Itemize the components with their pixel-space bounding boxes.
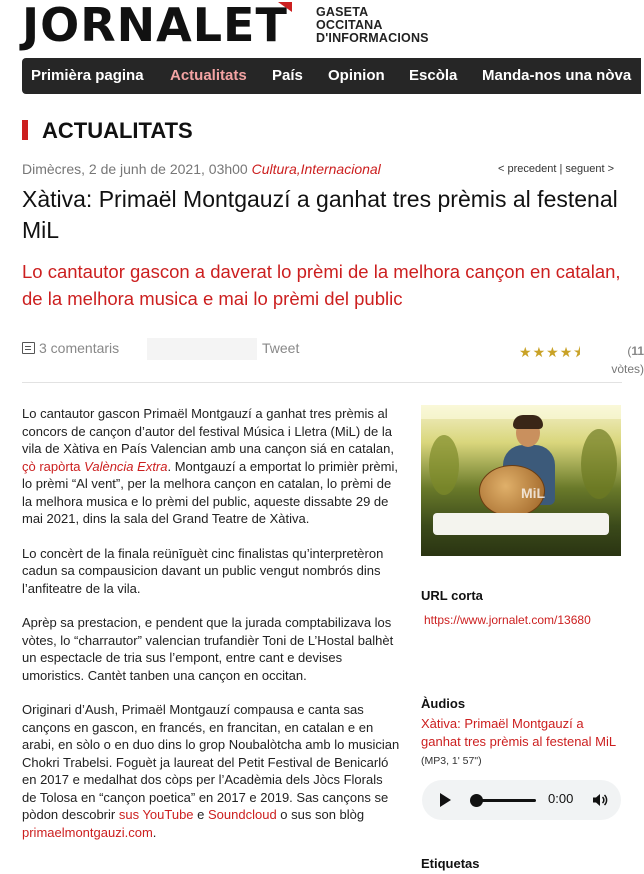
star-icon[interactable]: ★ bbox=[519, 344, 533, 360]
article-categories[interactable]: Cultura,Internacional bbox=[251, 161, 381, 177]
paragraph bbox=[22, 405, 400, 528]
nav-item-escola[interactable]: Escòla bbox=[409, 67, 458, 84]
blog-link[interactable]: primaelmontgauzi.com bbox=[22, 824, 153, 840]
votes-paren: ( bbox=[627, 344, 632, 358]
source-link[interactable] bbox=[22, 459, 168, 474]
soundcloud-link[interactable]: Soundcloud bbox=[208, 807, 277, 822]
star-icon[interactable]: ★ bbox=[546, 344, 560, 360]
site-logo[interactable]: JORNALET bbox=[22, 0, 288, 52]
audio-heading: Àudios bbox=[421, 696, 466, 711]
section-marker bbox=[22, 120, 28, 140]
link-text: çò rapòrta bbox=[22, 458, 85, 474]
paragraph-text: o sus son blòg bbox=[276, 807, 365, 822]
rating-stars[interactable] bbox=[519, 342, 582, 366]
main-nav bbox=[22, 58, 641, 94]
paragraph-text: e bbox=[193, 807, 209, 822]
tagline-line: GASETA bbox=[316, 5, 369, 19]
nav-item-manda-nos[interactable]: Manda-nos una nòva bbox=[482, 67, 632, 84]
tags-heading: Etiquetas bbox=[421, 856, 480, 871]
photo-foliage bbox=[429, 435, 459, 495]
player-time: 0:00 bbox=[548, 791, 574, 806]
photo-musician-hair bbox=[513, 415, 543, 429]
site-tagline bbox=[316, 6, 429, 45]
next-link[interactable]: seguent > bbox=[565, 163, 615, 175]
youtube-link[interactable]: sus YouTube bbox=[118, 807, 194, 822]
short-url-link[interactable]: https://www.jornalet.com/13680 bbox=[424, 613, 591, 627]
rating-votes bbox=[604, 342, 644, 378]
nav-item-primiera-pagina[interactable]: Primièra pagina bbox=[31, 67, 144, 84]
star-icon[interactable]: ★ bbox=[559, 344, 574, 360]
comments-link[interactable] bbox=[22, 340, 119, 356]
site-header bbox=[22, 2, 632, 54]
article-body bbox=[22, 405, 400, 858]
volume-icon[interactable] bbox=[592, 792, 608, 808]
paragraph-text: Originari d’Aush, Primaël Montgauzí compausa e canta sas cançons en gascon, en francés, en francitan, en catalan e en arabi, en sòlo o en duo dins lo grop Noubalòtcha amb lo musician Chokri Trabelsi. Foguèt ja laureat del Petit Festival de Benicarló en 2017 e medalhat dos còps per l’Acadèmia dels Jòcs Florals de Tolosa en “cançon poetica” en 2017 e 2019. Sas cançons se pòdon descobrir bbox=[22, 702, 400, 822]
seek-handle[interactable] bbox=[470, 794, 483, 807]
audio-item[interactable] bbox=[421, 715, 621, 770]
tagline-line: D'INFORMACIONS bbox=[316, 31, 429, 45]
logo-accent-mark bbox=[278, 2, 292, 12]
nav-item-opinion[interactable]: Opinion bbox=[328, 67, 385, 84]
nav-item-pais[interactable]: País bbox=[272, 67, 303, 84]
comments-count: 3 comentaris bbox=[39, 340, 120, 356]
play-icon[interactable] bbox=[440, 793, 451, 807]
star-icon[interactable]: ★ bbox=[532, 344, 547, 360]
paragraph-text: . bbox=[152, 824, 157, 840]
prev-link[interactable]: < precedent bbox=[498, 163, 557, 175]
tweet-button[interactable]: Tweet bbox=[262, 340, 300, 356]
paragraph bbox=[22, 701, 400, 841]
article-date: Dimècres, 2 de junh de 2021, 03h00 bbox=[22, 161, 248, 177]
comment-icon bbox=[22, 342, 35, 354]
pager-separator: | bbox=[559, 163, 563, 175]
audio-player bbox=[422, 780, 621, 820]
article-pager bbox=[498, 163, 614, 175]
paragraph: Aprèp sa prestacion, e pendent que la jurada comptabilizava los vòtes, lo “charrautor” valencian trufandièr Toni de L’Hostal balhèt un espectacle de tria sus l’empont, entre cant e devises umoristics. Cantèt tanben una cançon en occitan. bbox=[22, 615, 394, 683]
section-title: ACTUALITATS bbox=[42, 118, 193, 143]
link-text: València Extra bbox=[84, 458, 168, 474]
seek-track[interactable] bbox=[478, 799, 536, 802]
photo-foliage bbox=[581, 429, 617, 499]
votes-count: 11 bbox=[631, 344, 644, 358]
short-url-heading: URL corta bbox=[421, 588, 483, 603]
divider bbox=[22, 382, 622, 383]
paragraph: Lo concèrt de la finala reünīguèt cinc finalistas qu’interpretèron cadun sa compausicion davant un public vengut nombrós dins l’anfiteatre de la vila. bbox=[22, 545, 384, 596]
paragraph-text: . Montgauzí a emportat lo primièr prèmi, lo prèmi “Al vent”, per la melhora cançon en catalan, lo prèmi de la melhora musica e lo prèmi del public, aqueste dissabte 29 de mai 2021, dins la sala del Grand Teatre de Xàtiva. bbox=[22, 458, 398, 526]
half-star-icon[interactable]: ⯨ bbox=[573, 344, 582, 360]
votes-label: vòtes) bbox=[611, 362, 644, 376]
article-meta bbox=[22, 161, 381, 177]
article-subtitle: Lo cantautor gascon a daverat lo prèmi de la melhora cançon en catalan, de la melhora musica e mai lo prèmi del public bbox=[22, 261, 621, 309]
paragraph-text: Lo cantautor gascon Primaël Montgauzí a ganhat tres prèmis al concors de cançon d’autor del festival Música i Lletra (MiL) de la vila de Xàtiva en País Valencian amb una cançon siá en catalan, bbox=[22, 406, 394, 456]
audio-title[interactable]: Xàtiva: Primaël Montgauzí a ganhat tres prèmis al festenal MiL bbox=[421, 716, 616, 749]
article-title: Xàtiva: Primaël Montgauzí a ganhat tres prèmis al festenal MiL bbox=[22, 186, 618, 243]
photo-mil-sign: MiL bbox=[521, 485, 546, 501]
audio-info: (MP3, 1' 57") bbox=[421, 755, 482, 767]
nav-item-actualitats[interactable]: Actualitats bbox=[170, 67, 247, 84]
photo-table bbox=[433, 513, 609, 535]
article-photo[interactable] bbox=[421, 405, 621, 556]
social-bar bbox=[22, 338, 644, 378]
tagline-line: OCCITANA bbox=[316, 18, 383, 32]
facebook-like-widget[interactable] bbox=[147, 338, 257, 360]
